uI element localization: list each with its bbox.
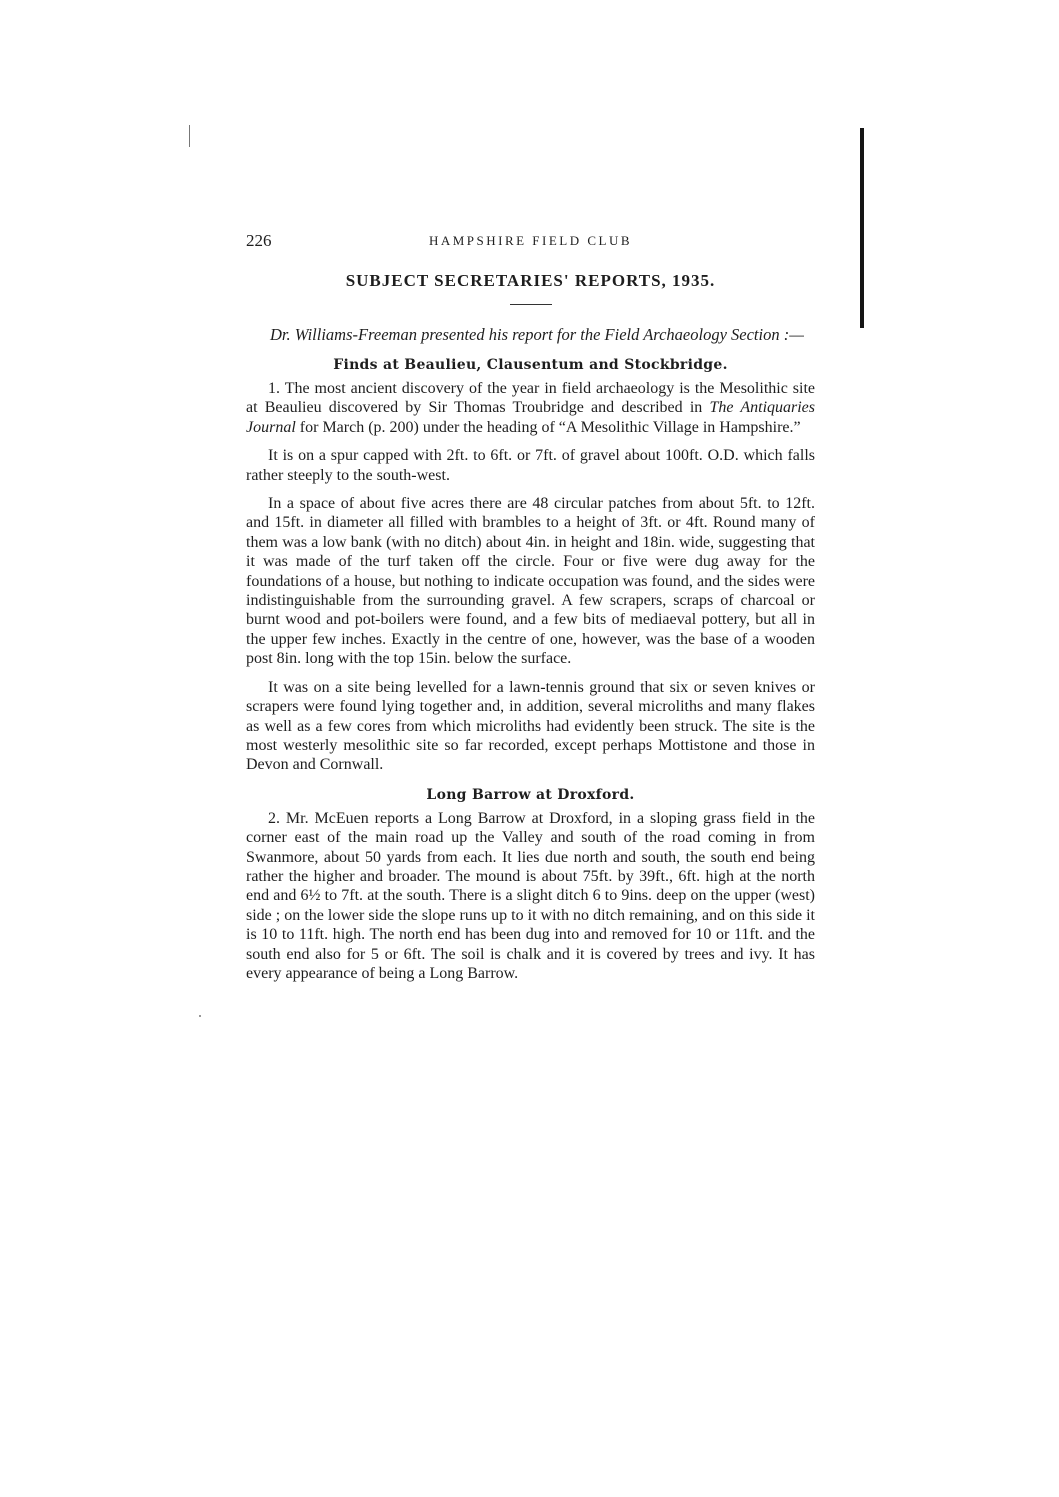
title-rule [510,304,552,305]
paragraph-5: 2. Mr. McEuen reports a Long Barrow at Droxford, in a sloping grass field in the corner east of the main road up the Valley and south of the road coming in from Swanmore, about 50 yards from each. It lies due north and south, the south end being rather the higher and broader. The mound is about 75ft. by 39ft., 6ft. high at the north end and 6½ to 7ft. at the south. There is a slight ditch 6 to 9ins. deep on the upper (west) side ; on the lower side the slope runs up to it with no ditch remaining, and on this side it is 10 to 11ft. high. The north end has been dug into and removed for 10 or 11ft. and the south end also for 5 or 6ft. The soil is chalk and it is covered by trees and ivy. It has every appearance of being a Long Barrow. [246,809,815,982]
subhead-droxford: Long Barrow at Droxford. [426,786,635,803]
scan-artifact-bar [860,128,864,328]
paragraph-1-text-a: 1. The most ancient discovery of the year in field archaeology is the Mesolithic site at Beaulieu discovered by Sir Thomas Troubridge and described in [246,380,815,417]
running-head [246,228,815,254]
scan-artifact-dot [199,1015,201,1017]
page-number: 226 [246,231,272,250]
intro-paragraph: Dr. Williams-Freeman presented his report for the Field Archaeology Section :— [270,325,804,344]
paragraph-4: It was on a site being levelled for a lawn-tennis ground that six or seven knives or scrapers were found lying together and, in addition, several microliths and many flakes as well as a few cores from which microliths had evidently been struck. The site is the most westerly mesolithic site so far recorded, except perhaps Mottistone and those in Devon and Cornwall. [246,678,815,774]
journal-title: The Antiquaries Journal [246,399,816,436]
paragraph-3: In a space of about five acres there are 48 circular patches from about 5ft. to 12ft. and 15ft. in diameter all filled with brambles to a height of 3ft. or 4ft. Round many of them was a low bank (with no ditch) about 4in. in height and 18in. wide, suggesting that it was made of the turf taken off the circle. Four or five were dug away for the foundations of a house, but nothing to indicate occupation was found, and the sides were indistinguishable from the surrounding gravel. A few scrapers, scraps of charcoal or burnt wood and pot-boilers were found, and a few bits of mediaeval pottery, but all in the upper few inches. Exactly in the centre of one, however, was the base of a wooden post 8in. long with the top 15in. below the surface. [246,495,815,668]
paragraph-1-text-b: for March (p. 200) under the heading of “A Mesolithic Village in Hampshire.” [295,418,801,436]
text-column [246,228,815,992]
paragraph-2: It is on a spur capped with 2ft. to 6ft. or 7ft. of gravel about 100ft. O.D. which falls rather steeply to the south-west. [246,447,815,484]
paragraph-1 [246,379,815,437]
running-head-title: HAMPSHIRE FIELD CLUB [428,233,633,248]
scan-artifact-line [189,125,190,147]
section-title: SUBJECT SECRETARIES' REPORTS, 1935. [345,271,716,290]
subhead-beaulieu: Finds at Beaulieu, Clausentum and Stockbridge. [333,357,728,373]
